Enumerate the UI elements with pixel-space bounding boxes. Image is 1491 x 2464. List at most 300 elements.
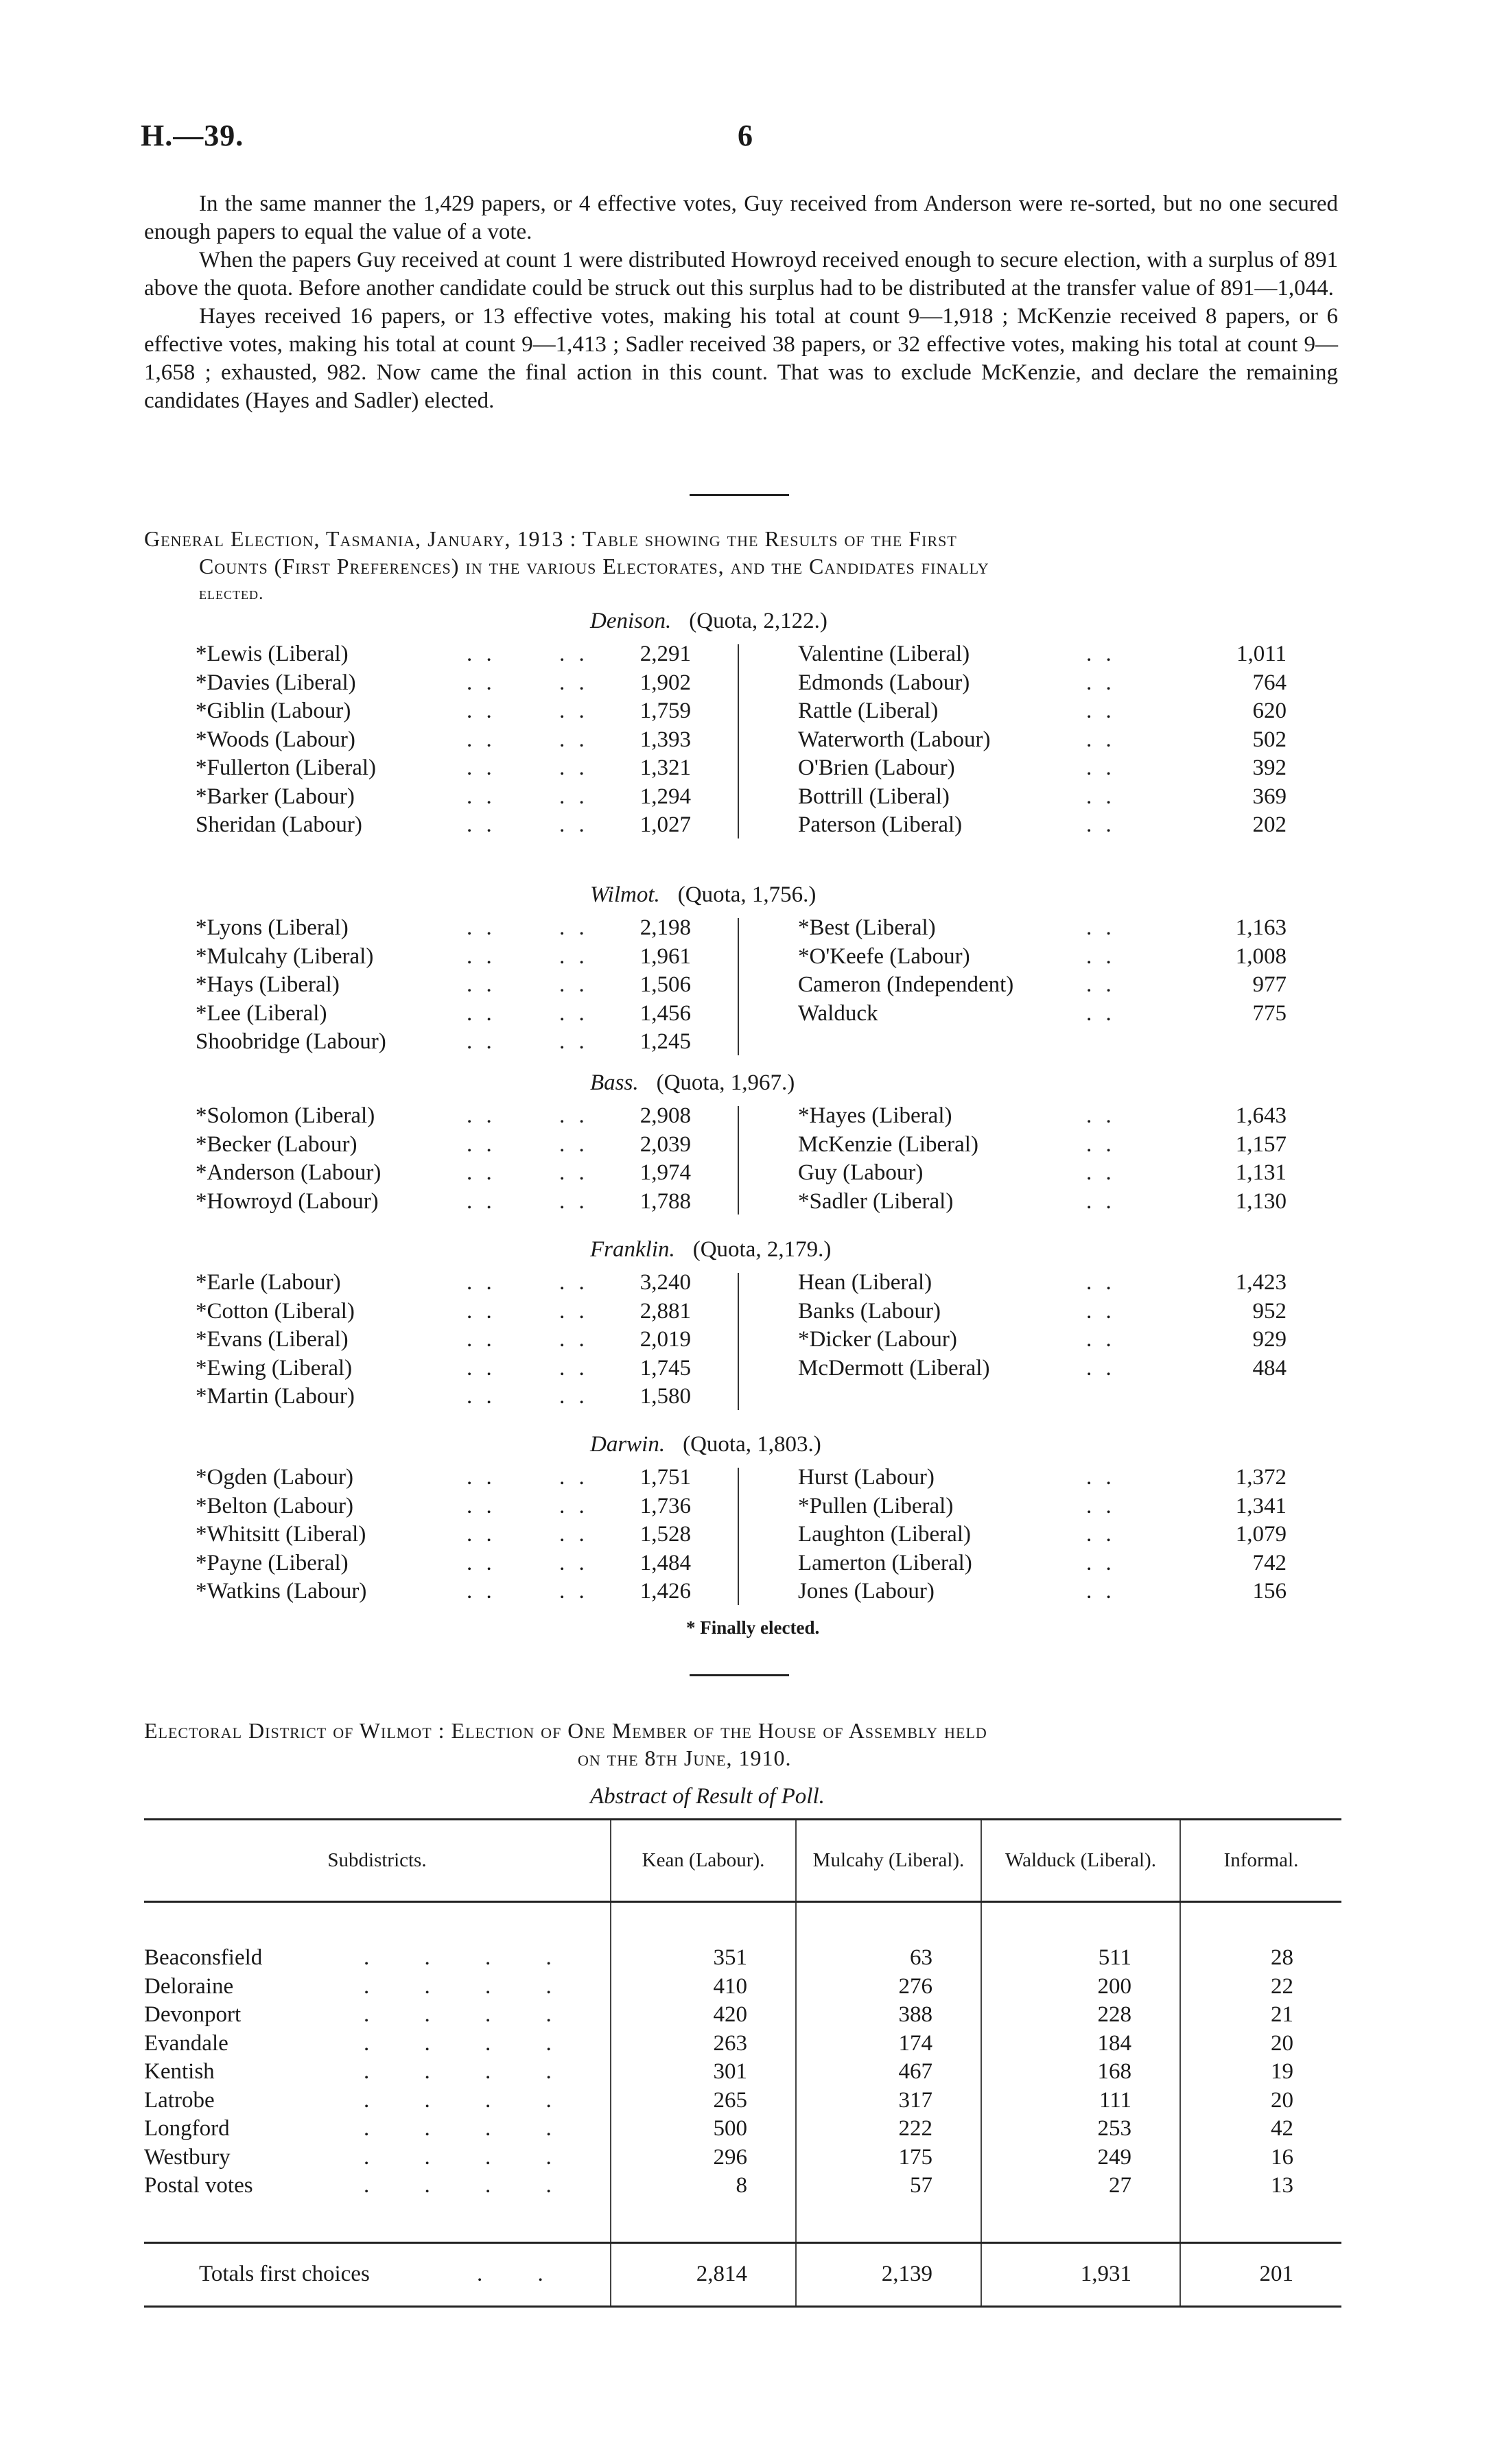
candidate-name: Edmonds (Labour) [798,670,970,695]
candidate-votes: 2,198 [639,915,691,940]
candidate-row [196,697,691,726]
row-label: Longford [144,2116,230,2142]
vote-count: 42 [1180,2115,1341,2144]
leader-dots: . . [559,1029,589,1054]
electorate-quota: (Quota, 1,803.) [683,1432,821,1457]
vote-count: 276 [796,1973,981,2002]
vote-count: 22 [1180,1973,1341,2002]
vote-count: 2,814 [611,2242,796,2306]
vote-count: 467 [796,2058,981,2087]
candidate-name: Shoobridge (Labour) [196,1029,386,1054]
candidate-column-right [798,1464,1287,1606]
totals-label [144,2242,611,2306]
subdistrict-name [144,1973,611,2002]
vote-count: 2,139 [796,2242,981,2306]
candidate-column-left [196,1102,691,1216]
leader-dots: . . [1086,699,1116,723]
candidate-row [798,1298,1287,1326]
candidate-row [196,971,691,1000]
vote-count: 228 [981,2001,1180,2030]
table-row [144,2001,1341,2030]
candidate-votes: 1,745 [639,1355,691,1381]
electorate-name: Denison. [590,609,672,633]
candidate-votes: 202 [1252,812,1287,837]
leader-dots: . . [1086,1355,1116,1381]
candidate-votes: 1,484 [639,1550,691,1575]
leader-dots: . . [467,727,496,752]
subdistrict-name [144,2115,611,2144]
leader-dots: . . [467,1131,496,1157]
column-header: Mulcahy (Liberal). [796,1820,981,1902]
leader-dots: . . [467,943,496,969]
candidate-row [798,1577,1287,1606]
candidate-name: Lamerton (Liberal) [798,1550,972,1575]
candidate-row [196,943,691,972]
leader-dots: . . [559,1522,589,1547]
candidate-votes: 1,079 [1235,1522,1287,1547]
subdistrict-name [144,2144,611,2172]
table2-heading-line2: on the 8th June, 1910. [578,1746,792,1770]
candidate-name: Sheridan (Labour) [196,812,362,837]
leader-dots: . . [467,1550,496,1575]
row-label: Latrobe [144,2087,215,2113]
vote-count: 8 [611,2172,796,2201]
candidate-row [196,1298,691,1326]
candidate-name: Guy (Labour) [798,1160,924,1185]
table-row [144,1973,1341,2002]
candidate-name: *Fullerton (Liberal) [196,755,377,780]
candidate-votes: 1,008 [1235,943,1287,969]
candidate-votes: 1,788 [639,1188,691,1214]
totals-row [144,2242,1341,2306]
leader-dots: . . [467,699,496,723]
page-number: 6 [738,119,753,152]
leader-dots: . . [559,727,589,752]
leader-dots: . . [1086,972,1116,997]
candidate-votes: 775 [1252,1000,1287,1026]
vote-count: 1,931 [981,2242,1180,2306]
candidate-name: *Giblin (Labour) [196,699,351,723]
candidate-votes: 156 [1252,1579,1287,1604]
leader-dots: . . [559,755,589,780]
candidate-votes: 2,908 [639,1103,691,1128]
leader-dots: . . [559,1493,589,1518]
row-label: Deloraine [144,1973,234,1999]
candidate-row [196,1326,691,1354]
candidate-votes: 484 [1252,1355,1287,1381]
candidate-votes: 1,902 [639,670,691,695]
electorate-name: Wilmot. [590,882,660,907]
candidate-name: Paterson (Liberal) [798,812,963,837]
candidate-votes: 1,456 [639,1000,691,1026]
row-label: Kentish [144,2059,215,2085]
candidate-name: McDermott (Liberal) [798,1355,990,1381]
candidate-votes: 1,027 [639,812,691,837]
leader-dots: . . [1086,1327,1116,1352]
table2-heading-line1: Electoral District of Wilmot : Election of One Member of the House of Assembly held [144,1718,987,1743]
candidate-row [798,783,1287,812]
table2-heading [144,1717,1341,1772]
candidate-name: *Earle (Labour) [196,1270,341,1295]
candidate-name: *Mulcahy (Liberal) [196,943,374,969]
leader-dots: . . [559,1465,589,1490]
leader-dots: . . [467,1355,496,1381]
leader-dots: . . [467,1327,496,1352]
candidate-row [798,1549,1287,1578]
candidate-column-left [196,914,691,1057]
candidate-name: *Woods (Labour) [196,727,355,752]
vote-count: 28 [1180,1944,1341,1973]
subdistrict-name [144,2058,611,2087]
vote-count: 57 [796,2172,981,2201]
candidate-name: Rattle (Liberal) [798,699,939,723]
table-row [144,2144,1341,2172]
candidate-row [196,726,691,755]
section-divider-2 [690,1674,789,1676]
candidate-row [798,1269,1287,1298]
candidate-votes: 1,426 [639,1579,691,1604]
candidate-row [798,1464,1287,1492]
electorate-quota: (Quota, 1,967.) [656,1070,795,1095]
candidate-column-right [798,640,1287,840]
paragraph-2: When the papers Guy received at count 1 were distributed Howroyd received enough to secure election, with a surplus of 891 above the quota. Before another candidate could be struck out this surplus had to be distributed at the transfer value of 891—1,044. [144,248,1338,301]
table1-heading-line1: General Election, Tasmania, January, 1913 : Table showing the Results of the First [144,526,957,551]
candidate-votes: 1,294 [639,784,691,809]
candidate-name: *Lyons (Liberal) [196,915,349,940]
candidate-votes: 1,341 [1235,1493,1287,1518]
leader-dots: . . [559,699,589,723]
leader-dots: . . [477,2262,568,2286]
candidate-row [196,1354,691,1383]
leader-dots: . . [467,1160,496,1185]
leader-dots: . . [467,784,496,809]
vote-count: 222 [796,2115,981,2144]
leader-dots: . . [559,812,589,837]
poll-table-header [144,1820,1341,1902]
candidate-row [798,1188,1287,1217]
row-label: Westbury [144,2144,231,2170]
leader-dots: . . [1086,915,1116,940]
candidate-votes: 392 [1252,755,1287,780]
leader-dots: . . [467,1188,496,1214]
candidate-row [798,697,1287,726]
leader-dots: . . [467,1000,496,1026]
candidate-row [798,1159,1287,1188]
candidate-row [196,1028,691,1057]
candidate-row [196,1492,691,1521]
candidate-votes: 1,245 [639,1029,691,1054]
leader-dots: . . [1086,943,1116,969]
leader-dots: . . [1086,1465,1116,1490]
leader-dots: . . [559,1327,589,1352]
leader-dots: . . . . [364,2144,576,2170]
leader-dots: . . [467,1465,496,1490]
candidate-column-left [196,1269,691,1411]
candidate-row [798,914,1287,943]
candidate-votes: 1,130 [1235,1188,1287,1214]
electorate-title [590,1070,1139,1096]
leader-dots: . . [1086,670,1116,695]
leader-dots: . . [1086,1103,1116,1128]
candidate-name: Cameron (Independent) [798,972,1014,997]
vote-count: 21 [1180,2001,1341,2030]
leader-dots: . . [1086,784,1116,809]
leader-dots: . . [559,784,589,809]
candidate-row [798,1326,1287,1354]
candidate-name: *Hayes (Liberal) [798,1103,952,1128]
column-separator [738,1273,739,1410]
candidate-name: Laughton (Liberal) [798,1522,971,1547]
electorate-title [590,1432,1139,1457]
candidate-row [196,1188,691,1217]
candidate-name: *Cotton (Liberal) [196,1298,355,1324]
candidate-votes: 1,506 [639,972,691,997]
candidate-row [798,754,1287,783]
vote-count: 168 [981,2058,1180,2087]
leader-dots: . . [1086,1131,1116,1157]
candidate-votes: 952 [1252,1298,1287,1324]
table1-heading-line3: elected. [199,583,264,603]
subdistrict-name [144,2030,611,2058]
leader-dots: . . [1086,1000,1116,1026]
candidate-name: *Watkins (Labour) [196,1579,367,1604]
candidate-row [798,669,1287,698]
vote-count: 317 [796,2087,981,2115]
electorate-quota: (Quota, 1,756.) [677,882,817,907]
poll-table [144,1818,1341,2308]
table1-heading-line2: Counts (First Preferences) in the various Electorates, and the Candidates finally [199,554,989,578]
leader-dots: . . [559,1298,589,1324]
candidate-votes: 1,580 [639,1384,691,1409]
candidate-name: Jones (Labour) [798,1579,935,1604]
row-label: Devonport [144,2002,242,2028]
candidate-row [196,1577,691,1606]
leader-dots: . . [559,1384,589,1409]
candidate-row [798,811,1287,840]
electorate-name: Franklin. [590,1237,675,1262]
candidate-votes: 1,011 [1236,642,1287,666]
candidate-row [196,1383,691,1411]
leader-dots: . . [467,972,496,997]
candidate-row [798,1131,1287,1160]
vote-count: 351 [611,1944,796,1973]
leader-dots: . . [559,670,589,695]
candidate-row [798,1492,1287,1521]
section-divider [690,494,789,496]
candidate-votes: 929 [1252,1327,1287,1352]
table-row [144,2172,1341,2201]
table-row [144,2087,1341,2115]
electorate-title [590,882,1139,908]
table-row [144,1944,1341,1973]
row-label: Totals first choices [199,2262,370,2286]
candidate-name: *Best (Liberal) [798,915,936,940]
leader-dots: . . . . [364,2116,576,2142]
vote-count: 19 [1180,2058,1341,2087]
row-label: Postal votes [144,2173,253,2198]
candidate-name: Hean (Liberal) [798,1270,932,1295]
candidate-name: *Becker (Labour) [196,1131,357,1157]
candidate-votes: 1,974 [639,1160,691,1185]
vote-count: 13 [1180,2172,1341,2201]
leader-dots: . . [559,1579,589,1604]
candidate-votes: 1,643 [1235,1103,1287,1128]
leader-dots: . . [559,1188,589,1214]
candidate-row [196,1521,691,1549]
candidate-votes: 2,881 [639,1298,691,1324]
leader-dots: . . [467,755,496,780]
leader-dots: . . [559,1550,589,1575]
candidate-name: Bottrill (Liberal) [798,784,950,809]
candidate-row [798,1102,1287,1131]
leader-dots: . . [467,915,496,940]
candidate-votes: 1,372 [1235,1465,1287,1490]
leader-dots: . . [559,1270,589,1295]
candidate-votes: 1,961 [639,943,691,969]
candidate-votes: 1,751 [639,1465,691,1490]
vote-count: 111 [981,2087,1180,2115]
leader-dots: . . [1086,1493,1116,1518]
candidate-column-right [798,1269,1287,1383]
candidate-name: *Evans (Liberal) [196,1327,349,1352]
electorate-name: Darwin. [590,1432,666,1457]
candidate-name: *Hays (Liberal) [196,972,340,997]
candidate-votes: 977 [1252,972,1287,997]
leader-dots: . . [559,972,589,997]
leader-dots: . . . . [364,2087,576,2113]
candidate-name: *Ewing (Liberal) [196,1355,353,1381]
vote-count: 263 [611,2030,796,2058]
column-separator [738,1468,739,1605]
leader-dots: . . [559,1160,589,1185]
leader-dots: . . [1086,1298,1116,1324]
vote-count: 20 [1180,2030,1341,2058]
candidate-column-left [196,640,691,840]
candidate-name: *Howroyd (Labour) [196,1188,379,1214]
candidate-name: Waterworth (Labour) [798,727,991,752]
candidate-column-right [798,914,1287,1028]
leader-dots: . . [559,1355,589,1381]
candidate-votes: 1,321 [639,755,691,780]
table2-subtitle: Abstract of Result of Poll. [590,1784,825,1809]
candidate-name: *Pullen (Liberal) [798,1493,954,1518]
leader-dots: . . [467,642,496,666]
table1-heading [144,525,1341,607]
column-header: Walduck (Liberal). [981,1820,1180,1902]
candidate-row [196,640,691,669]
candidate-row [196,1159,691,1188]
candidate-votes: 1,163 [1235,915,1287,940]
leader-dots: . . [1086,1188,1116,1214]
candidate-votes: 369 [1252,784,1287,809]
candidate-votes: 1,423 [1235,1270,1287,1295]
vote-count: 27 [981,2172,1180,2201]
leader-dots: . . [1086,1522,1116,1547]
document-reference: H.—39. [141,119,244,152]
electorate-name: Bass. [590,1070,639,1095]
candidate-row [196,1464,691,1492]
candidate-row [196,1269,691,1298]
electorate-quota: (Quota, 2,122.) [689,609,827,633]
leader-dots: . . [1086,727,1116,752]
table-row [144,2115,1341,2144]
vote-count: 511 [981,1944,1180,1973]
electorate-title [590,1237,1139,1263]
leader-dots: . . [467,1522,496,1547]
candidate-name: McKenzie (Liberal) [798,1131,978,1157]
leader-dots: . . [559,1131,589,1157]
leader-dots: . . . . [364,2059,576,2085]
candidate-name: *Dicker (Labour) [798,1327,957,1352]
electorate-title [590,609,1139,634]
leader-dots: . . [1086,1270,1116,1295]
leader-dots: . . [559,1103,589,1128]
candidate-name: Banks (Labour) [798,1298,941,1324]
paragraph-1: In the same manner the 1,429 papers, or 4 effective votes, Guy received from Anderson were re-sorted, but no one secured enough papers to equal the value of a vote. [144,191,1338,244]
candidate-votes: 1,393 [639,727,691,752]
vote-count: 20 [1180,2087,1341,2115]
candidate-votes: 1,131 [1235,1160,1287,1185]
candidate-row [196,1131,691,1160]
leader-dots: . . [467,1298,496,1324]
candidate-votes: 2,019 [639,1327,691,1352]
vote-count: 420 [611,2001,796,2030]
leader-dots: . . [1086,642,1116,666]
leader-dots: . . [559,915,589,940]
leader-dots: . . [559,943,589,969]
vote-count: 500 [611,2115,796,2144]
candidate-row [196,914,691,943]
leader-dots: . . . . [364,2030,576,2056]
leader-dots: . . [467,1029,496,1054]
subdistrict-name [144,2172,611,2201]
subdistrict-name [144,2087,611,2115]
candidate-votes: 764 [1252,670,1287,695]
candidate-row [798,1354,1287,1383]
candidate-name: *Sadler (Liberal) [798,1188,954,1214]
electorate-quota: (Quota, 2,179.) [692,1237,832,1262]
candidate-name: *Lee (Liberal) [196,1000,327,1026]
leader-dots: . . . . [364,2173,576,2198]
vote-count: 175 [796,2144,981,2172]
candidate-name: O'Brien (Labour) [798,755,955,780]
candidate-row [798,943,1287,972]
subdistrict-name [144,1944,611,1973]
body-text [144,190,1338,415]
candidate-row [196,754,691,783]
table-row [144,2058,1341,2087]
candidate-row [798,1521,1287,1549]
leader-dots: . . . . [364,1945,576,1971]
candidate-row [798,726,1287,755]
leader-dots: . . [1086,1160,1116,1185]
candidate-column-right [798,1102,1287,1216]
candidate-row [196,1000,691,1029]
candidate-row [196,783,691,812]
leader-dots: . . [467,1270,496,1295]
candidate-votes: 502 [1252,727,1287,752]
candidate-votes: 2,291 [639,642,691,666]
leader-dots: . . [1086,1550,1116,1575]
candidate-votes: 3,240 [639,1270,691,1295]
leader-dots: . . [1086,755,1116,780]
column-header: Informal. [1180,1820,1341,1902]
candidate-column-left [196,1464,691,1606]
leader-dots: . . [467,670,496,695]
vote-count: 296 [611,2144,796,2172]
candidate-votes: 742 [1252,1550,1287,1575]
vote-count: 388 [796,2001,981,2030]
